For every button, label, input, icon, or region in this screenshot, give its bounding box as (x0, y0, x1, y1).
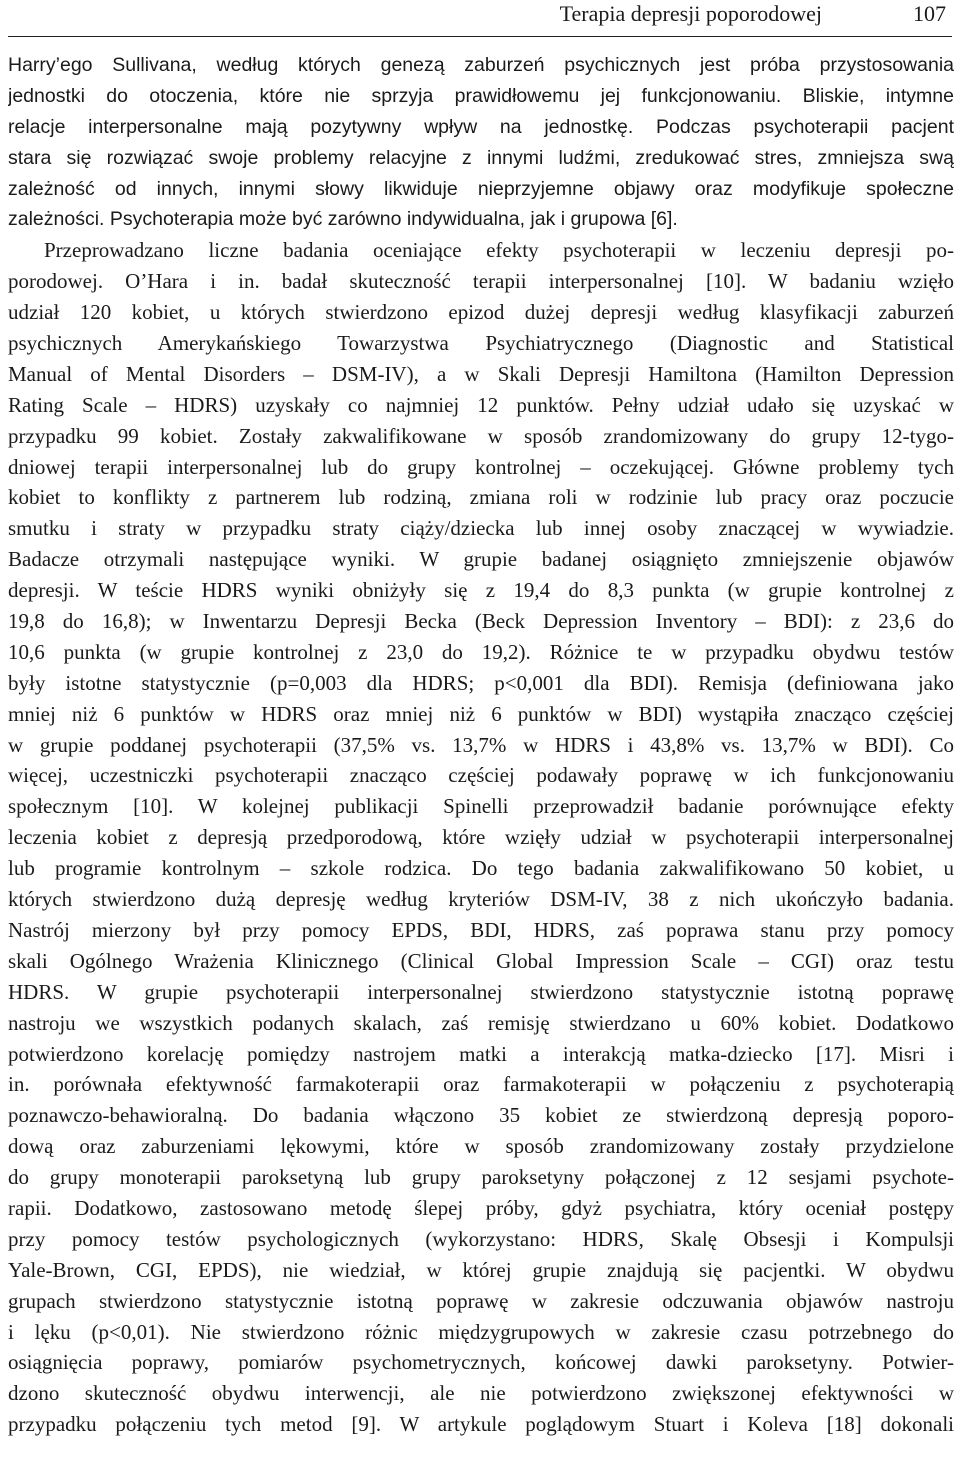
text-line: w grupie poddanej psychoterapii (37,5% vs. 13,7% w HDRS i 43,8% vs. 13,7% w BDI). Co (8, 732, 954, 757)
text-line: potwierdzono korelację pomiędzy nastrojem matki a interakcją matka-dziecko [17]. Misri i (8, 1041, 954, 1066)
text-line: zależność od innych, innymi słowy likwiduje nieprzyjemne objawy oraz modyfikuje społeczne (8, 177, 954, 200)
text-line: nastroju we wszystkich podanych skalach, zaś remisję stwierdzano u 60% kobiet. Dodatkowo (8, 1010, 954, 1035)
text-line: porodowej. O’Hara i in. badał skuteczność terapii interpersonalnej [10]. W badaniu wzięło (8, 269, 954, 294)
running-header (8, 0, 952, 37)
text-line: Manual of Mental Disorders – DSM-IV), a w Skali Depresji Hamiltona (Hamilton Depression (8, 361, 954, 386)
text-line: lub programie kontrolnym – szkole rodzica. Do tego badania zakwalifikowano 50 kobiet, u (8, 856, 954, 881)
text-line: dową oraz zaburzeniami lękowymi, które w sposób zrandomizowany zostały przydzielone (8, 1134, 954, 1159)
text-line: depresji. W teście HDRS wyniki obniżyły się z 19,4 do 8,3 punkta (w grupie kontrolnej z (8, 578, 954, 603)
text-line: HDRS. W grupie psychoterapii interpersonalnej stwierdzono statystycznie istotną poprawę (8, 979, 954, 1004)
text-line: grupach stwierdzono statystycznie istotną poprawę w zakresie odczuwania objawów nastroju (8, 1288, 954, 1313)
text-line: skali Ogólnego Wrażenia Klinicznego (Clinical Global Impression Scale – CGI) oraz testu (8, 948, 954, 973)
text-line: leczenia kobiet z depresją przedporodową, które wzięły udział w psychoterapii interpersonalnej (8, 825, 954, 850)
text-line: Przeprowadzano liczne badania oceniające efekty psychoterapii w leczeniu depresji po- (44, 238, 954, 263)
running-title: Terapia depresji poporodowej (559, 1, 822, 26)
text-line: społecznym [10]. W kolejnej publikacji Spinelli przeprowadził badanie porównujące efekty (8, 794, 954, 819)
text-line: Yale-Brown, CGI, EPDS), nie wiedział, w której grupie znajdują się pacjentki. W obydwu (8, 1257, 954, 1282)
text-line: dzono skuteczność obydwu interwencji, ale nie potwierdzono zwiększonej efektywności w (8, 1381, 954, 1406)
text-line: Harry’ego Sullivana, według których genezą zaburzeń psychicznych jest próba przystosowania (8, 54, 954, 76)
text-line: przypadku połączeniu tych metod [9]. W artykule poglądowym Stuart i Koleva [18] dokonali (8, 1412, 954, 1437)
text-line: Nastrój mierzony był przy pomocy EPDS, BDI, HDRS, zaś poprawa stanu przy pomocy (8, 917, 954, 942)
text-line: udział 120 kobiet, u których stwierdzono epizod dużej depresji według klasyfikacji zaburzeń (8, 300, 954, 325)
text-line: Rating Scale – HDRS) uzyskały co najmniej 12 punktów. Pełny udział udało się uzyskać w (8, 392, 954, 417)
text-line: mniej niż 6 punktów w HDRS oraz mniej niż 6 punktów w BDI) wystąpiła znacząco częściej (8, 701, 954, 726)
text-line: do grupy monoterapii paroksetyną lub grupy paroksetyny połączonej z 12 sesjami psychote- (8, 1165, 954, 1190)
body-text (8, 50, 954, 1440)
text-line: były istotne statystycznie (p=0,003 dla HDRS; p<0,001 dla BDI). Remisja (definiowana jako (8, 670, 954, 695)
text-line: 19,8 do 16,8); w Inwentarzu Depresji Becka (Beck Depression Inventory – BDI): z 23,6 do (8, 609, 954, 634)
text-line: kobiet to konflikty z partnerem lub rodziną, zmiana roli w rodzinie lub pracy oraz poczucie (8, 485, 954, 510)
text-line: jednostki do otoczenia, które nie sprzyja prawidłowemu jej funkcjonowaniu. Bliskie, intymne (8, 84, 954, 107)
text-line: przypadku 99 kobiet. Zostały zakwalifikowane w sposób zrandomizowany do grupy 12-tygo- (8, 423, 954, 448)
text-line: dniowej terapii interpersonalnej lub do grupy kontrolnej – oczekującej. Główne problemy tych (8, 454, 954, 479)
text-line: więcej, uczestniczki psychoterapii znacząco częściej podawały poprawę w ich funkcjonowaniu (8, 763, 954, 788)
page-number: 107 (913, 1, 946, 26)
text-line: in. porównała efektywność farmakoterapii oraz farmakoterapii w połączeniu z psychoterapią (8, 1072, 954, 1097)
text-line: relacje interpersonalne mają pozytywny wpływ na jednostkę. Podczas psychoterapii pacjent (8, 115, 954, 138)
text-line: których stwierdzono dużą depresję według kryteriów DSM-IV, 38 z nich ukończyło badania. (8, 887, 954, 912)
text-line: 10,6 punkta (w grupie kontrolnej z 23,0 do 19,2). Różnice te w przypadku obydwu testów (8, 639, 954, 664)
text-line: i lęku (p<0,01). Nie stwierdzono różnic międzygrupowych w zakresie czasu potrzebnego do (8, 1319, 954, 1344)
text-line: rapii. Dodatkowo, zastosowano metodę ślepej próby, gdyż psychiatra, który oceniał postępy (8, 1195, 954, 1220)
text-line: przy pomocy testów psychologicznych (wykorzystano: HDRS, Skalę Obsesji i Kompulsji (8, 1226, 954, 1251)
text-line: smutku i straty w przypadku straty ciąży/dziecka lub innej osoby znaczącej w wywiadzie. (8, 516, 954, 541)
text-line: osiągnięcia poprawy, pomiarów psychometrycznych, końcowej dawki paroksetyny. Potwier- (8, 1350, 954, 1375)
text-line: stara się rozwiązać swoje problemy relacyjne z innymi ludźmi, zredukować stres, zmniejsza swą (8, 146, 954, 169)
text-line: Badacze otrzymali następujące wyniki. W grupie badanej osiągnięto zmniejszenie objawów (8, 547, 954, 572)
text-line: psychicznych Amerykańskiego Towarzystwa Psychiatrycznego (Diagnostic and Statistical (8, 331, 954, 356)
text-line: poznawczo-behawioralną. Do badania włączono 35 kobiet ze stwierdzoną depresją poporo- (8, 1103, 954, 1128)
text-line: zależności. Psychoterapia może być zarówno indywidualna, jak i grupowa [6]. (8, 208, 678, 231)
